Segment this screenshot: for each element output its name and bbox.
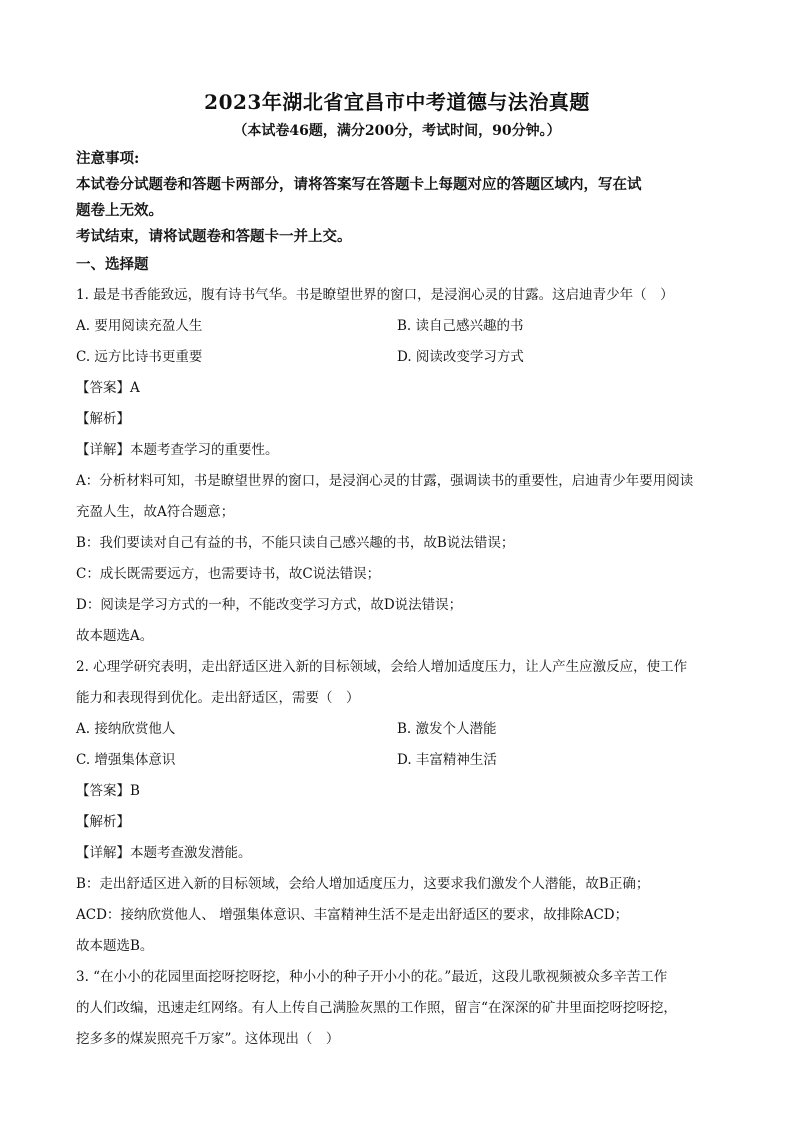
section-title: 一、选择题	[76, 256, 149, 273]
option-a: A. 接纳欣赏他人	[76, 721, 176, 737]
option-a: A. 要用阅读充盈人生	[76, 318, 203, 334]
options-row	[76, 311, 718, 342]
option-d: D. 丰富精神生活	[397, 752, 497, 768]
question-stem: 2. 心理学研究表明，走出舒适区进入新的目标领域，会给人增加适度压力，让人产生应激反应，使工作	[76, 659, 688, 675]
question-stem: 挖多多的煤炭照亮千万家”。这体现出（ ）	[76, 1031, 340, 1047]
notes-line: 考试结束，请将试题卷和答题卡一并上交。	[76, 228, 352, 245]
detail-line: C：成长既需要远方，也需要诗书，故C说法错误；	[76, 566, 381, 582]
detail-line: B：我们要读对自己有益的书，不能只读自己感兴趣的书，故B说法错误；	[76, 535, 515, 551]
question-stem: 1. 最是书香能致远，腹有诗书气华。书是瞭望世界的窗口，是浸润心灵的甘露。这启迪青少年（ ）	[76, 287, 674, 303]
analysis-label: 【解析】	[76, 411, 130, 427]
option-c: C. 增强集体意识	[76, 752, 176, 768]
detail-line: ACD：接纳欣赏他人、 增强集体意识、丰富精神生活不是走出舒适区的要求，故排除ACD；	[76, 907, 629, 923]
answer-label: 【答案】A	[76, 380, 140, 396]
page-title: 2023年湖北省宜昌市中考道德与法治真题	[204, 90, 590, 114]
question-2	[76, 652, 718, 962]
question-1	[76, 280, 718, 652]
detail-line: 充盈人生，故A符合题意；	[76, 504, 235, 520]
question-stem: 3. “在小小的花园里面挖呀挖呀挖，种小小的种子开小小的花。”最近，这段儿歌视频被众多辛苦工作	[76, 969, 668, 985]
option-b: B. 激发个人潜能	[397, 721, 497, 737]
question-3	[76, 962, 718, 1055]
options-row	[76, 714, 718, 745]
options-row	[76, 745, 718, 776]
detail-line: 【详解】本题考查学习的重要性。	[76, 442, 279, 458]
question-stem: 的人们改编，迅速走红网络。有人上传自己满脸灰黑的工作照，留言“在深深的矿井里面挖呀挖呀挖，	[76, 1000, 677, 1016]
detail-line: 故本题选B。	[76, 938, 154, 954]
detail-line: A：分析材料可知，书是瞭望世界的窗口，是浸润心灵的甘露，强调读书的重要性，启迪青少年要用阅读	[76, 473, 694, 489]
options-row	[76, 342, 718, 373]
option-c: C. 远方比诗书更重要	[76, 349, 203, 365]
document-body	[76, 146, 718, 1055]
exam-info: （本试卷46题，满分200分，考试时间，90分钟。）	[233, 123, 561, 139]
notes-line: 题卷上无效。	[76, 202, 163, 219]
notes-block	[76, 146, 718, 250]
option-b: B. 读自己感兴趣的书	[397, 318, 524, 334]
answer-label: 【答案】B	[76, 783, 140, 799]
detail-line: D：阅读是学习方式的一种，不能改变学习方式，故D说法错误；	[76, 597, 463, 613]
notes-line: 本试卷分试题卷和答题卡两部分，请将答案写在答题卡上每题对应的答题区域内，写在试	[76, 176, 642, 193]
detail-line: 故本题选A。	[76, 628, 154, 644]
detail-line: 【详解】本题考查激发潜能。	[76, 845, 252, 861]
detail-line: B：走出舒适区进入新的目标领域，会给人增加适度压力，这要求我们激发个人潜能，故B正确；	[76, 876, 650, 892]
option-d: D. 阅读改变学习方式	[397, 349, 524, 365]
question-stem: 能力和表现得到优化。走出舒适区，需要（ ）	[76, 690, 360, 706]
analysis-label: 【解析】	[76, 814, 130, 830]
notes-heading: 注意事项:	[76, 150, 140, 167]
